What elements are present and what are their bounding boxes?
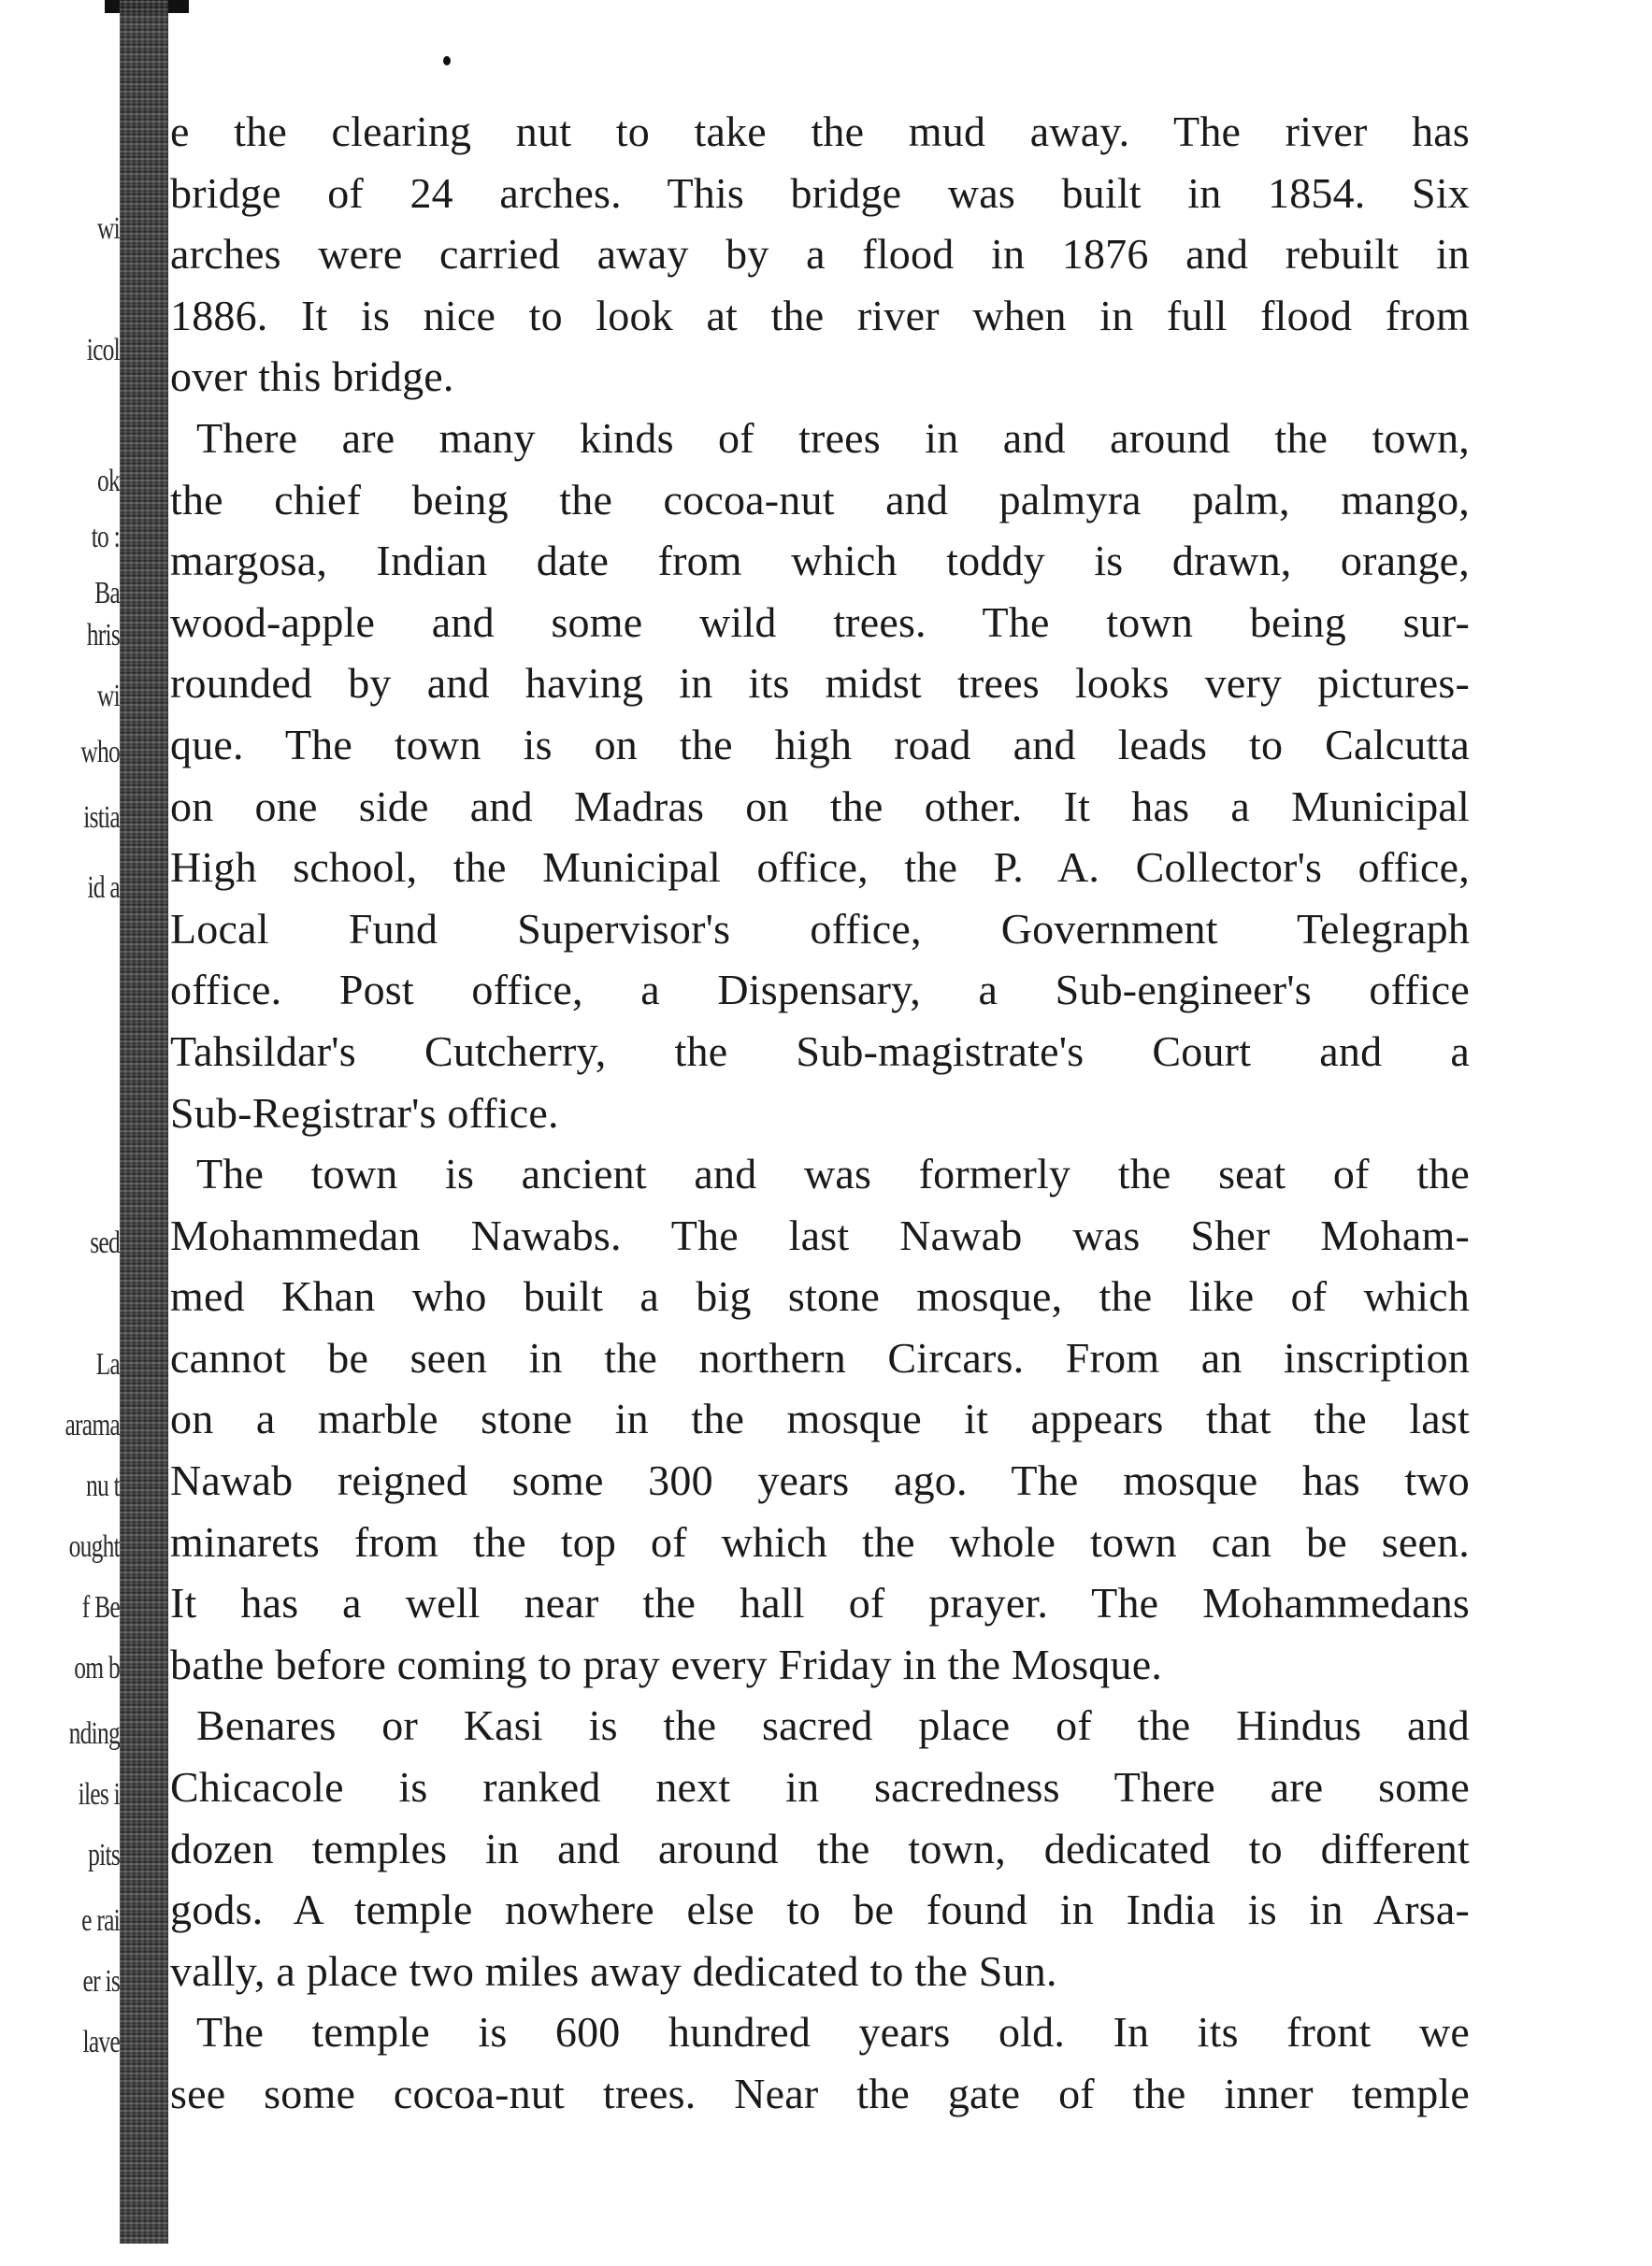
text-line: on one side and Madras on the other. It has a Municipal [170, 782, 1470, 830]
margin-fragment: id a [87, 870, 120, 905]
text-line: vally, a place two miles away dedicated to the Sun. [170, 1946, 1057, 1995]
margin-fragment: iles i [78, 1777, 120, 1812]
text-line: Benares or Kasi is the sacred place of the Hindus and [196, 1701, 1470, 1750]
body-text [170, 101, 1470, 2125]
margin-fragment: ought [68, 1529, 120, 1564]
margin-fragment: er is [82, 1964, 120, 1999]
text-line: The town is ancient and was formerly the seat of the [196, 1150, 1470, 1198]
margin-fragment: ok [97, 464, 120, 498]
text-line: cannot be seen in the northern Circars. From an inscription [170, 1333, 1470, 1382]
text-line: que. The town is on the high road and leads to Calcutta [170, 720, 1470, 768]
text-line: e the clearing nut to take the mud away. The river has [170, 108, 1470, 155]
text-line: Chicacole is ranked next in sacredness There are some [170, 1763, 1470, 1812]
margin-fragment: nu t [86, 1469, 120, 1503]
margin-fragment: Ba [94, 576, 120, 610]
text-line: High school, the Municipal office, the P. A. Collector's office, [170, 843, 1470, 892]
margin-fragment: arama [65, 1408, 120, 1442]
margin-fragment: La [95, 1347, 120, 1382]
margin-fragment: e rai [81, 1903, 120, 1938]
text-line: office. Post office, a Dispensary, a Sub-engineer's office [170, 966, 1470, 1014]
text-line: There are many kinds of trees in and around the town, [196, 413, 1470, 462]
text-line: Nawab reigned some 300 years ago. The mosque has two [170, 1456, 1470, 1505]
text-line: Local Fund Supervisor's office, Government Telegraph [170, 904, 1470, 953]
text-line: The temple is 600 hundred years old. In its front we [196, 2008, 1470, 2057]
margin-fragment: lave [82, 2025, 120, 2059]
text-line: arches were carried away by a flood in 1876 and rebuilt in [170, 230, 1470, 279]
text-line: Tahsildar's Cutcherry, the Sub-magistrate's Court and a [170, 1026, 1470, 1075]
text-line: margosa, Indian date from which toddy is drawn, orange, [170, 537, 1470, 585]
margin-fragment: wi [97, 211, 120, 246]
margin-fragment: pits [88, 1838, 120, 1872]
text-line: on a marble stone in the mosque it appears that the last [170, 1395, 1470, 1443]
text-line: med Khan who built a big stone mosque, the like of which [170, 1272, 1470, 1321]
margin-fragment: wi [97, 679, 120, 713]
margin-fragment: icol [86, 333, 120, 367]
text-line: rounded by and having in its midst trees looks very pictures- [170, 659, 1470, 708]
margin-fragment: istia [83, 800, 120, 835]
text-line: see some cocoa-nut trees. Near the gate of the inner temple [170, 2070, 1470, 2117]
text-line: Mohammedan Nawabs. The last Nawab was Sher Moham- [170, 1211, 1470, 1259]
text-line: It has a well near the hall of prayer. The Mohammedans [170, 1579, 1470, 1628]
text-line: 1886. It is nice to look at the river when in full flood from [170, 291, 1470, 339]
margin-fragment: who [80, 735, 120, 769]
margin-fragment: f Be [81, 1590, 120, 1625]
text-line: gods. A temple nowhere else to be found in India is in Arsa- [170, 1886, 1470, 1934]
text-line: bridge of 24 arches. This bridge was built in 1854. Six [170, 168, 1470, 217]
margin-fragment: sed [90, 1226, 120, 1260]
text-line: over this bridge. [170, 352, 454, 401]
text-line: wood-apple and some wild trees. The town being sur- [170, 597, 1470, 646]
text-line: bathe before coming to pray every Friday in the Mosque. [170, 1640, 1163, 1688]
text-line: minarets from the top of which the whole town can be seen. [170, 1517, 1470, 1566]
text-line: dozen temples in and around the town, dedicated to different [170, 1824, 1470, 1872]
ink-speck [443, 56, 451, 65]
binding-gutter [120, 0, 168, 2244]
margin-fragment: to : [91, 520, 120, 554]
text-line: the chief being the cocoa-nut and palmyra palm, mango, [170, 475, 1470, 523]
margin-fragment: om b [74, 1651, 120, 1685]
margin-fragment: nding [68, 1716, 120, 1751]
text-line: Sub-Registrar's office. [170, 1088, 559, 1137]
margin-fragment: hris [86, 618, 120, 653]
